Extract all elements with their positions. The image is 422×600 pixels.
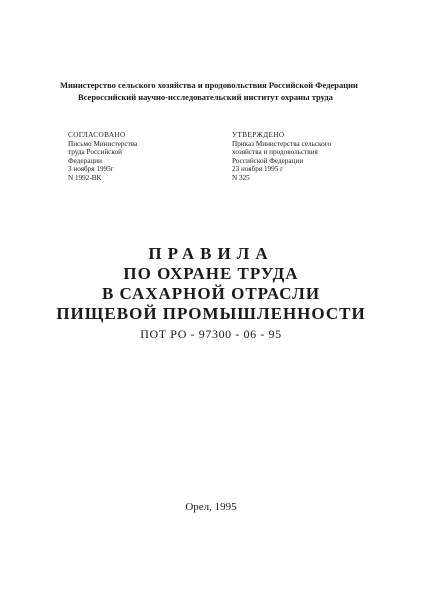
agreed-block [68, 131, 137, 183]
approved-block [232, 131, 331, 183]
approved-heading: УТВЕРЖДЕНО [232, 131, 285, 139]
title-line-1: ПРАВИЛА [148, 244, 274, 263]
agreed-line: Федерации [68, 156, 102, 165]
approved-line: 23 ноября 1995 г [232, 165, 284, 174]
approved-line: N 325 [232, 173, 250, 182]
agreed-line: труда Российской [68, 148, 122, 157]
agreed-line: 3 ноября 1995г [68, 165, 114, 174]
document-code: ПОТ РО - 97300 - 06 - 95 [140, 327, 282, 341]
agreed-line: N 1992-ВК [68, 173, 102, 182]
title-line-3: В САХАРНОЙ ОТРАСЛИ [101, 284, 321, 303]
ministry-header: Министерство сельского хозяйства и продовольствия Российской Федерации [60, 80, 358, 90]
title-line-4: ПИЩЕВОЙ ПРОМЫШЛЕННОСТИ [56, 304, 366, 323]
approved-line: Приказ Министерства сельского [232, 139, 332, 148]
title-line-2: ПО ОХРАНЕ ТРУДА [123, 264, 299, 283]
place-and-year: Орел, 1995 [185, 501, 237, 513]
approved-line: хозяйства и продовольствия [232, 148, 318, 157]
approved-line: Российской Федерации [232, 156, 304, 165]
agreed-line: Письмо Министерства [68, 139, 138, 148]
institute-header: Всероссийский научно-исследовательский институт охраны труда [78, 92, 333, 102]
agreed-heading: СОГЛАСОВАНО [68, 131, 126, 139]
